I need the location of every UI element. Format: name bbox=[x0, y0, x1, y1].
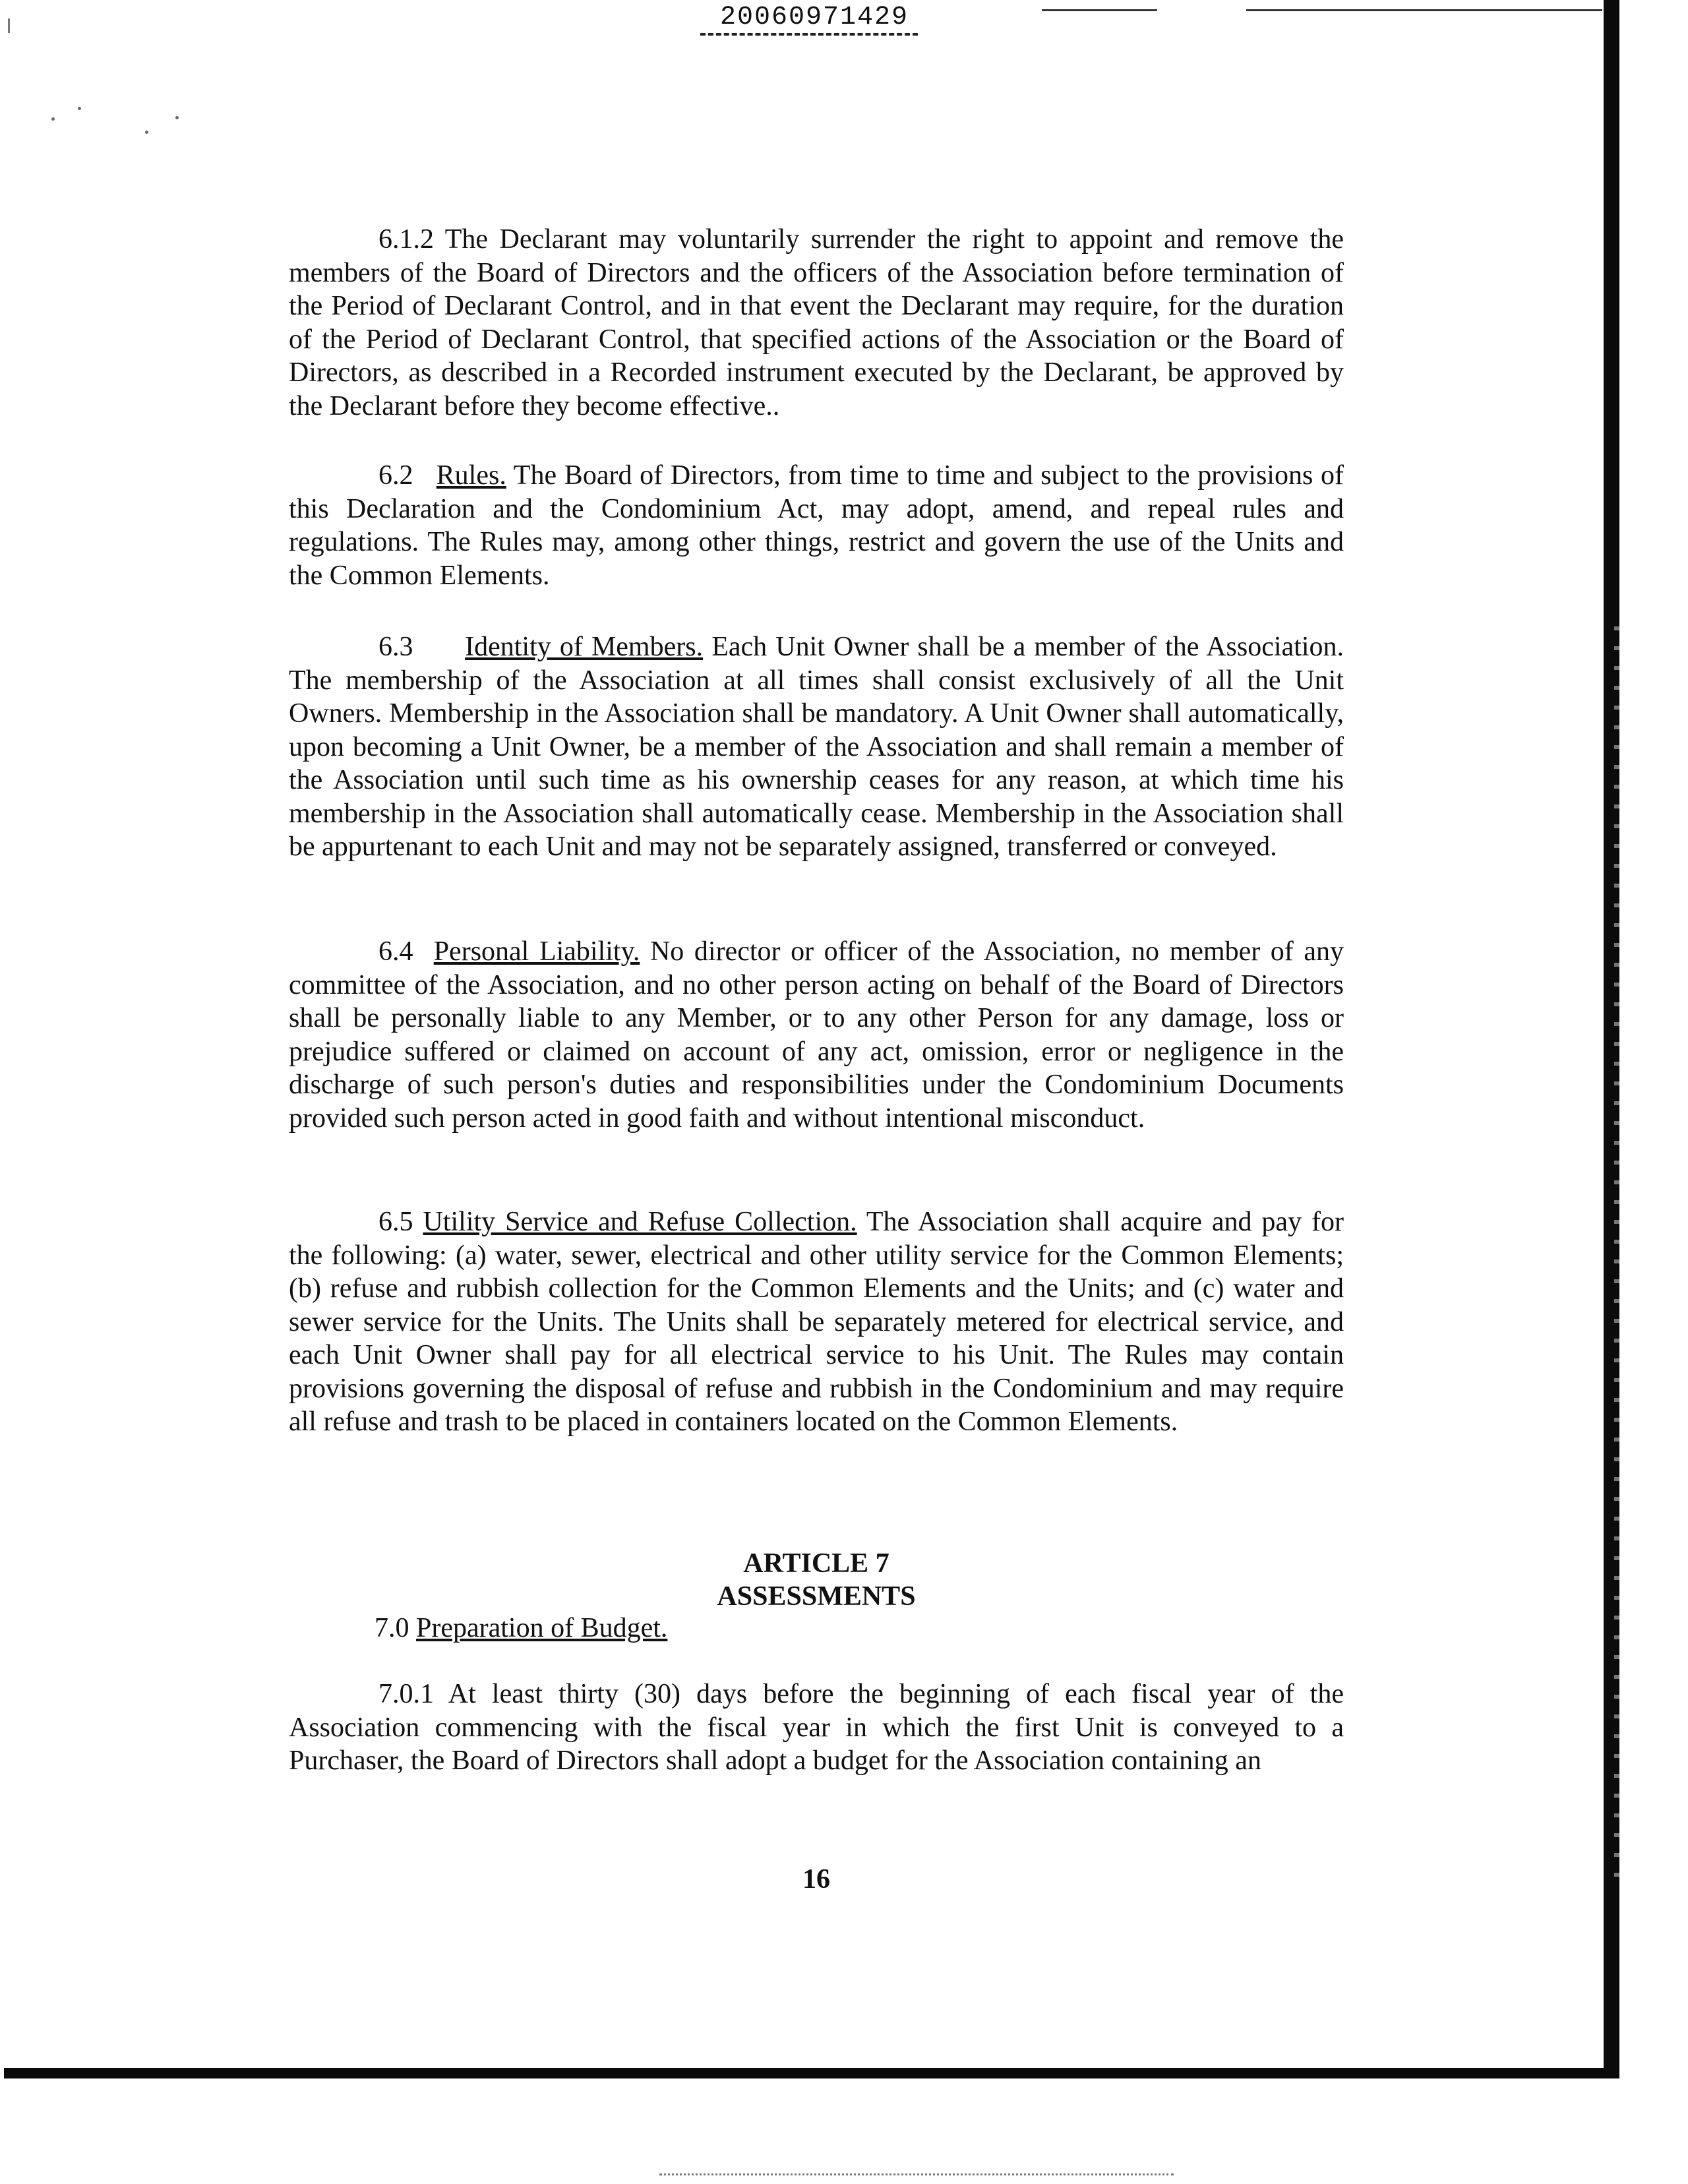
section-number: 6.5 bbox=[378, 1207, 413, 1237]
article-heading bbox=[289, 1547, 1344, 1613]
section-6-4 bbox=[289, 935, 1344, 1135]
document-number: 20060971429 bbox=[719, 3, 909, 32]
scan-speck bbox=[145, 131, 148, 134]
scan-rule bbox=[1246, 9, 1602, 11]
section-number: 6.1.2 bbox=[378, 224, 434, 255]
section-title: Personal Liability. bbox=[433, 936, 640, 967]
section-body: No director or officer of the Association, no member of any committee of the Association, and no other person acting on behalf of the Board of Directors shall be personally liable to any Member, or to any other Person for any damage, loss or prejudice suffered or claimed on account of any act, omission, error or negligence in the discharge of such person's duties and responsibilities under the Condominium Documents provided such person acted in good faith and without intentional misconduct. bbox=[289, 936, 1344, 1134]
scan-dots bbox=[659, 2173, 1174, 2175]
section-number: 6.2 bbox=[378, 460, 413, 491]
section-body: The Association shall acquire and pay for the following: (a) water, sewer, electrical and other utility service for the Common Elements; (b) refuse and rubbish collection for the Common Elements and the Units; and (c) water and sewer service for the Units. The Units shall be separately metered for electrical service, and each Unit Owner shall pay for all electrical service to his Unit. The Rules may contain provisions governing the disposal of refuse and rubbish in the Condominium and may require all refuse and trash to be placed in containers located on the Common Elements. bbox=[289, 1207, 1344, 1437]
section-number: 7.0.1 bbox=[378, 1679, 434, 1709]
section-number: 6.4 bbox=[378, 936, 413, 967]
section-7-0-1 bbox=[289, 1678, 1344, 1778]
section-title: Identity of Members. bbox=[465, 632, 704, 662]
section-number: 7.0 bbox=[375, 1613, 409, 1643]
scan-mark bbox=[8, 18, 10, 33]
section-body: At least thirty (30) days before the beginning of each fiscal year of the Association commencing with the fiscal year in which the first Unit is conveyed to a Purchaser, the Board of Directors shall adopt a budget for the Association containing an bbox=[289, 1679, 1344, 1776]
section-body: The Declarant may voluntarily surrender the right to appoint and remove the members of the Board of Directors and the officers of the Association before termination of the Period of Declarant Control, and in that event the Declarant may require, for the duration of the Period of Declarant Control, that specified actions of the Association or the Board of Directors, as described in a Recorded instrument executed by the Declarant, be approved by the Declarant before they become effective.. bbox=[289, 224, 1344, 421]
section-7-0 bbox=[289, 1612, 1344, 1645]
scan-speck bbox=[78, 107, 81, 110]
article-title: ASSESSMENTS bbox=[717, 1581, 916, 1612]
section-6-1-2 bbox=[289, 223, 1344, 423]
scan-speck bbox=[51, 117, 55, 121]
section-body: Each Unit Owner shall be a member of the Association. The membership of the Association at all times shall consist exclusively of all the Unit Owners. Membership in the Association shall be mandatory. A Unit Owner shall automatically, upon becoming a Unit Owner, be a member of the Association and shall remain a member of the Association until such time as his ownership ceases for any reason, at which time his membership in the Association shall automatically cease. Membership in the Association shall be appurtenant to each Unit and may not be separately assigned, transferred or conveyed. bbox=[289, 632, 1344, 862]
section-6-5 bbox=[289, 1205, 1344, 1439]
section-title: Rules. bbox=[436, 460, 506, 491]
article-number: ARTICLE 7 bbox=[743, 1548, 889, 1579]
document-number-underline bbox=[700, 33, 918, 36]
scan-border-bottom bbox=[4, 2068, 1619, 2078]
section-body: The Board of Directors, from time to time and subject to the provisions of this Declaration and the Condominium Act, may adopt, amend, and repeal rules and regulations. The Rules may, among other things, restrict and govern the use of the Units and the Common Elements. bbox=[289, 460, 1344, 591]
section-title: Preparation of Budget. bbox=[416, 1613, 668, 1643]
section-title: Utility Service and Refuse Collection. bbox=[423, 1207, 857, 1237]
section-number: 6.3 bbox=[378, 632, 413, 662]
scan-speck bbox=[175, 116, 179, 119]
section-6-2 bbox=[289, 459, 1344, 592]
scan-rule bbox=[1042, 9, 1157, 11]
section-6-3 bbox=[289, 630, 1344, 864]
page-number: 16 bbox=[802, 1864, 830, 1895]
scan-edge-noise bbox=[1614, 626, 1619, 1879]
